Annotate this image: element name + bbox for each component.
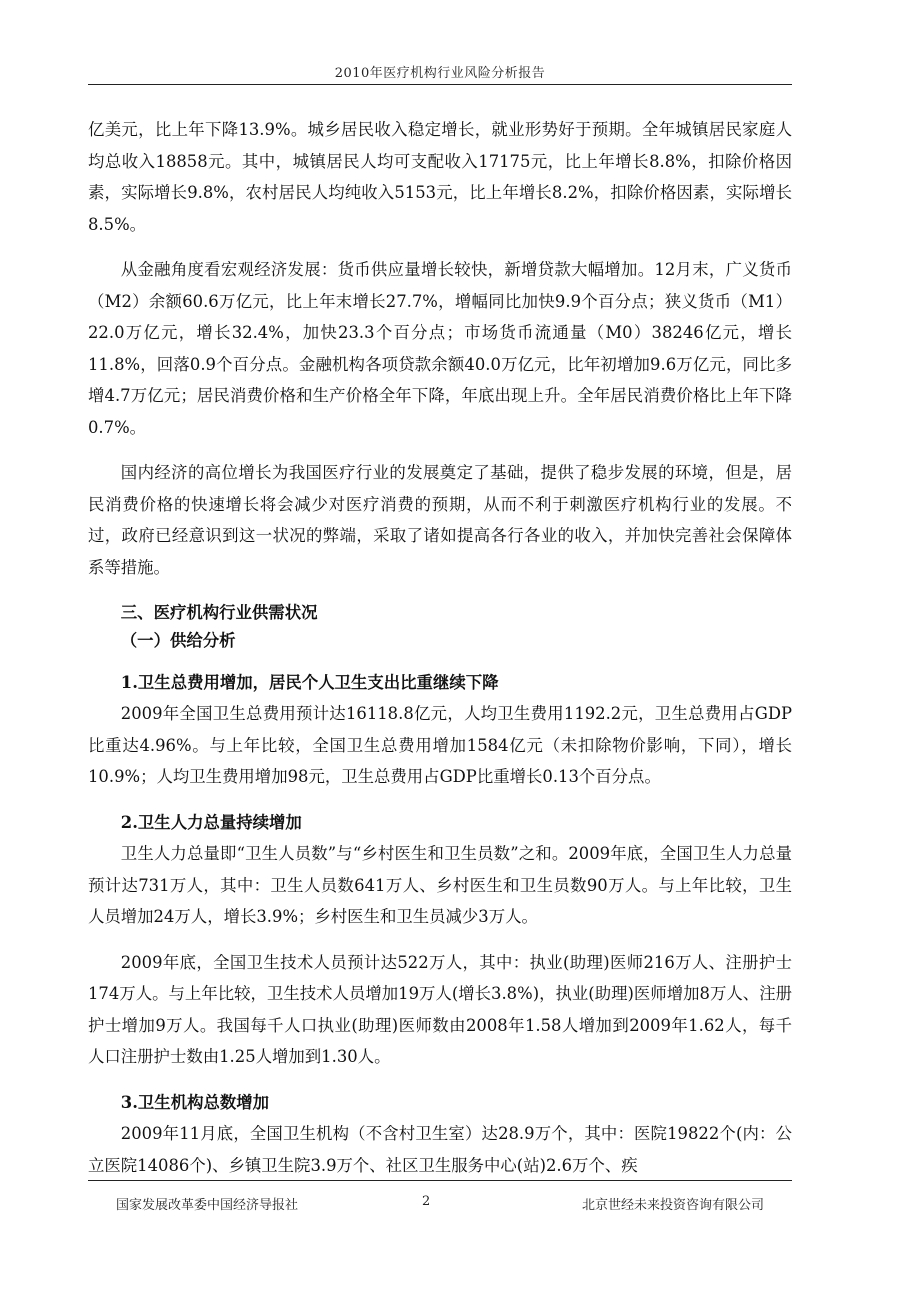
- paragraph-technical-staff: 2009年底，全国卫生技术人员预计达522万人，其中：执业(助理)医师216万人、注册护士174万人。与上年比较，卫生技术人员增加19万人(增长3.8%)，执业(助理)医师增加8万人、注册护士增加9万人。我国每千人口执业(助理)医师数由2008年1.58人增加到2009年1.62人，每千人口注册护士数由1.25人增加到1.30人。: [88, 952, 792, 1066]
- footer-publisher: 国家发展改革委中国经济导报社: [116, 1198, 299, 1213]
- page-number: 2: [422, 1194, 431, 1209]
- paragraph-finance: 从金融角度看宏观经济发展：货币供应量增长较快，新增贷款大幅增加。12月末，广义货币（M2）余额60.6万亿元，比上年末增长27.7%，增幅同比加快9.9个百分点；狭义货币（M1）22.0万亿元，增长32.4%，加快23.3个百分点；市场货币流通量（M0）38246亿元，增长11.8%，回落0.9个百分点。金融机构各项贷款余额40.0万亿元，比年初增加9.6万亿元，同比多增4.7万亿元；居民消费价格和生产价格全年下降，年底出现上升。全年居民消费价格比上年下降0.7%。: [88, 260, 792, 437]
- paragraph-health-workforce: 卫生人力总量即“卫生人员数”与“乡村医生和卫生员数”之和。2009年底，全国卫生人力总量预计达731万人，其中：卫生人员数641万人、乡村医生和卫生员数90万人。与上年比较，卫生人员增加24万人，增长3.9%；乡村医生和卫生员减少3万人。: [88, 844, 792, 926]
- page-header: 2010年医疗机构行业风险分析报告: [334, 66, 546, 81]
- section-heading-supply-demand: 三、医疗机构行业供需状况: [120, 603, 318, 622]
- paragraph-domestic-economy: 国内经济的高位增长为我国医疗行业的发展奠定了基础，提供了稳步发展的环境，但是，居民消费价格的快速增长将会减少对医疗消费的预期，从而不利于刺激医疗机构行业的发展。不过，政府已经意识到这一状况的弊端，采取了诸如提高各行各业的收入，并加快完善社会保障体系等措施。: [88, 463, 792, 577]
- paragraph-health-institutions: 2009年11月底，全国卫生机构（不含村卫生室）达28.9万个，其中：医院19822个(内：公立医院14086个)、乡镇卫生院3.9万个、社区卫生服务中心(站)2.6万个、疾: [88, 1124, 792, 1175]
- paragraph-income: 亿美元，比上年下降13.9%。城乡居民收入稳定增长，就业形势好于预期。全年城镇居民家庭人均总收入18858元。其中，城镇居民人均可支配收入17175元，比上年增长8.8%，扣除价格因素，实际增长9.8%，农村居民人均纯收入5153元，比上年增长8.2%，扣除价格因素，实际增长8.5%。: [88, 120, 792, 234]
- footer-divider: [88, 1180, 792, 1181]
- header-divider: [88, 84, 792, 85]
- footer-company: 北京世经未来投资咨询有限公司: [581, 1198, 764, 1213]
- subsection-heading-supply: （一）供给分析: [120, 630, 236, 650]
- heading-health-institutions: 3.卫生机构总数增加: [120, 1092, 270, 1112]
- heading-health-expenditure: 1.卫生总费用增加，居民个人卫生支出比重继续下降: [120, 672, 499, 692]
- paragraph-health-expenditure: 2009年全国卫生总费用预计达16118.8亿元，人均卫生费用1192.2元，卫生总费用占GDP比重达4.96%。与上年比较，全国卫生总费用增加1584亿元（未扣除物价影响，下同），增长10.9%；人均卫生费用增加98元，卫生总费用占GDP比重增长0.13个百分点。: [88, 704, 792, 786]
- document-body: [88, 114, 792, 1181]
- heading-health-workforce: 2.卫生人力总量持续增加: [120, 812, 302, 832]
